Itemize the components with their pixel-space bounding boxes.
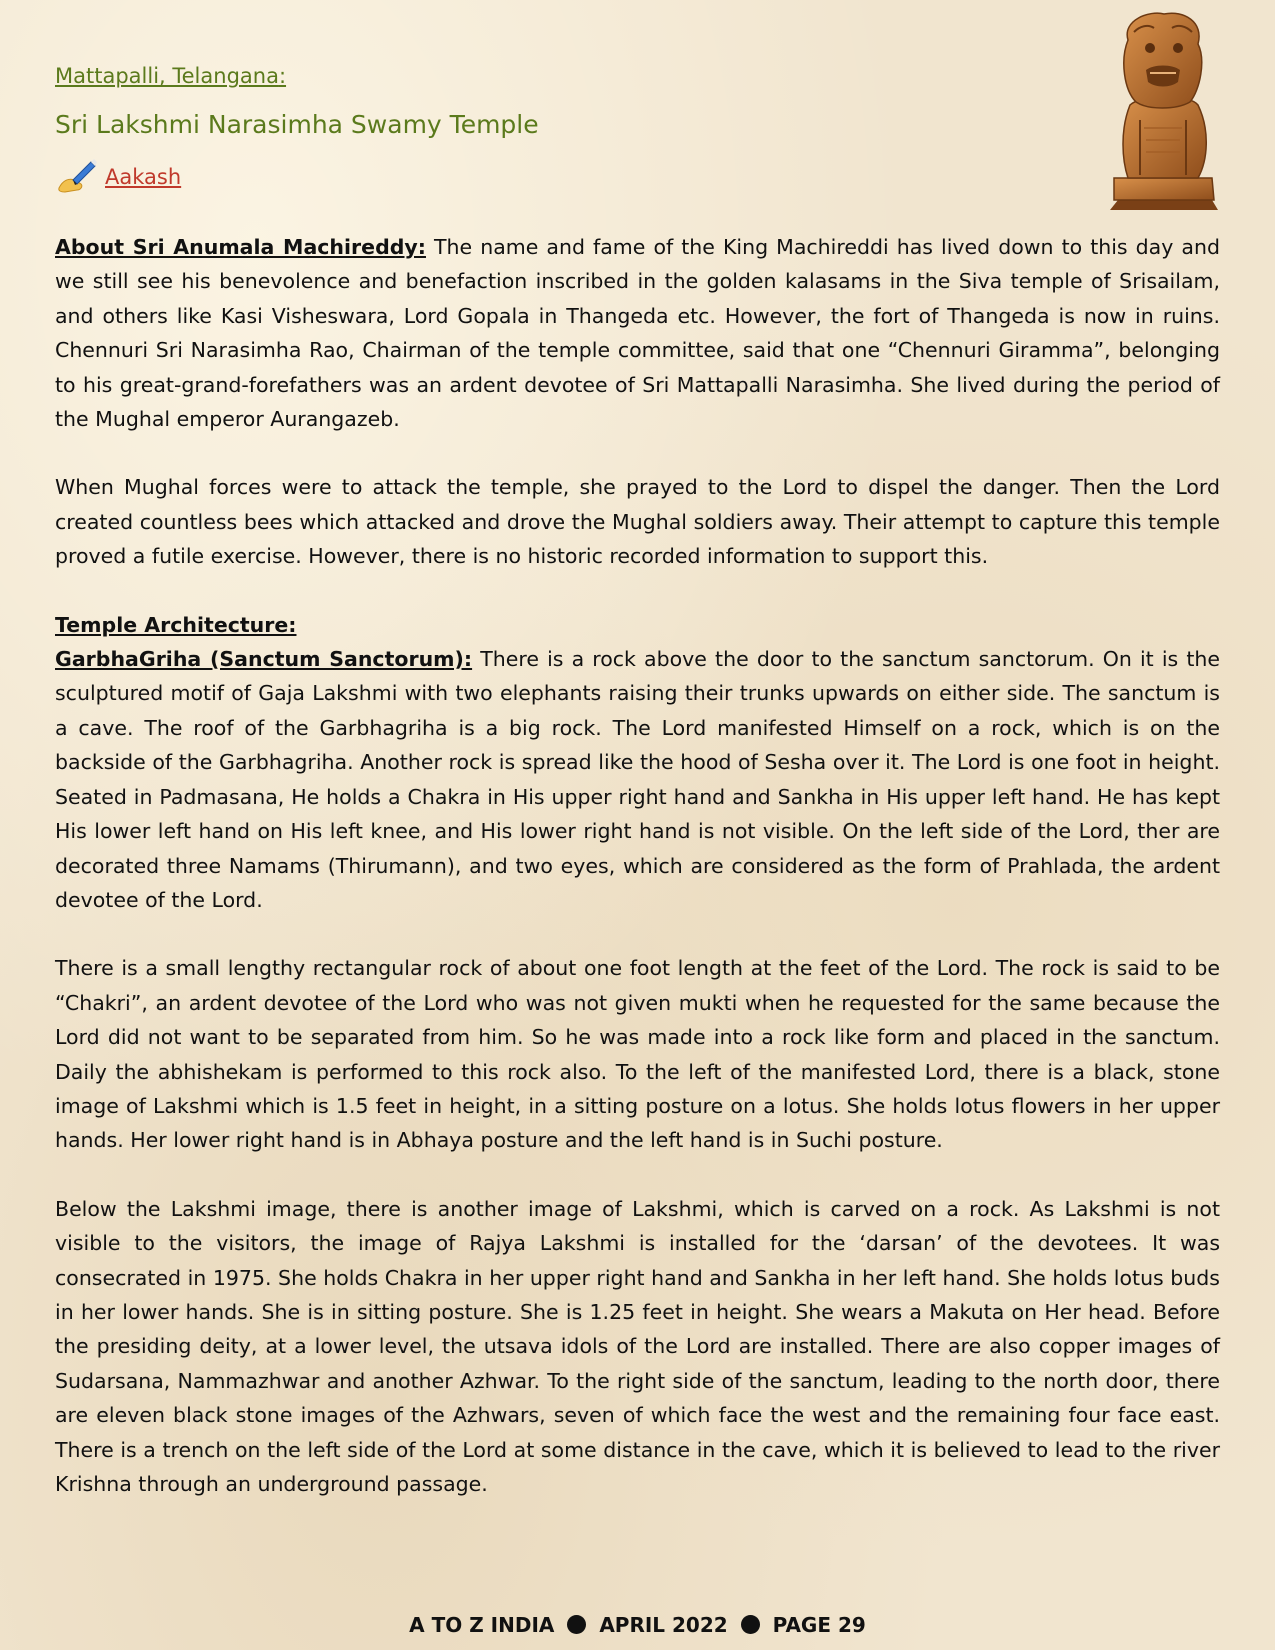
heading-garbhagriha: GarbhaGriha (Sanctum Sanctorum): xyxy=(55,647,473,672)
lion-statue-image xyxy=(1100,10,1225,215)
writing-hand-icon xyxy=(55,158,97,196)
paragraph-rajya-lakshmi: Below the Lakshmi image, there is another image of Lakshmi, which is carved on a rock. As Lakshmi is not visible to the visitors, the image of Rajya Lakshmi is installed for the ‘darsan’ of the devotees. It was consecrated in 1975. She holds Chakra in her upper right hand and Sankha in her left hand. She holds lotus buds in her lower hands. She is in sitting posture. She is 1.25 feet in height. She wears a Makuta on Her head. Before the presiding deity, at a lower level, the utsava idols of the Lord are installed. There are also copper images of Sudarsana, Nammazhwar and another Azhwar. To the right side of the sanctum, leading to the north door, there are eleven black stone images of the Azhwars, seven of which face the west and the remaining four face east. There is a trench on the left side of the Lord at some distance in the cave, which it is believed to lead to the river Krishna through an underground passage. xyxy=(55,1196,1220,1496)
bullet-dot-icon xyxy=(741,1615,760,1634)
article-body xyxy=(55,230,1220,1535)
author-link[interactable]: Aakash xyxy=(105,165,182,189)
issue-date: APRIL 2022 xyxy=(599,1613,728,1637)
bullet-dot-icon xyxy=(567,1615,586,1634)
article-title: Sri Lakshmi Narasimha Swamy Temple xyxy=(55,110,539,139)
page-number: PAGE 29 xyxy=(772,1613,866,1637)
heading-machireddy: About Sri Anumala Machireddy: xyxy=(55,235,426,259)
location-label[interactable]: Mattapalli, Telangana: xyxy=(55,64,287,88)
paragraph-machireddy: About Sri Anumala Machireddy: The name and fame of the King Machireddi has lived down to this day and we still see his benevolence and benefaction inscribed in the golden kalasams in the Siva temple of Srisailam, and others like Kasi Visheswara, Lord Gopala in Thangeda etc. However, the fort of Thangeda is now in ruins. Chennuri Sri Narasimha Rao, Chairman of the temple committee, said that one “Chennuri Giramma”, belonging to his great-grand-forefathers was an ardent devotee of Sri Mattapalli Narasimha. She lived during the period of the Mughal emperor Aurangazeb. xyxy=(55,235,1220,432)
section-heading-architecture: Temple Architecture: xyxy=(55,612,297,637)
author-byline xyxy=(55,158,181,196)
paragraph-mughal: When Mughal forces were to attack the temple, she prayed to the Lord to dispel the danger. Then the Lord created countless bees which attacked and drove the Mughal soldiers away. Their attempt to capture this temple proved a futile exercise. However, there is no historic recorded information to support this. xyxy=(55,475,1220,569)
page-footer xyxy=(0,1613,1275,1637)
magazine-name: A TO Z INDIA xyxy=(409,1613,555,1637)
paragraph-garbhagriha: GarbhaGriha (Sanctum Sanctorum): There is a rock above the door to the sanctum sanctorum. On it is the sculptured motif of Gaja Lakshmi with two elephants raising their trunks upwards on either side. The sanctum is a cave. The roof of the Garbhagriha is a big rock. The Lord manifested Himself on a rock, which is on the backside of the Garbhagriha. Another rock is spread like the hood of Sesha over it. The Lord is one foot in height. Seated in Padmasana, He holds a Chakra in His upper right hand and Sankha in His upper left hand. He has kept His lower left hand on His left knee, and His lower right hand is not visible. On the left side of the Lord, ther are decorated three Namams (Thirumann), and two eyes, which are considered as the form of Prahlada, the ardent devotee of the Lord. xyxy=(55,647,1220,912)
paragraph-chakri: There is a small lengthy rectangular rock of about one foot length at the feet of the Lord. The rock is said to be “Chakri”, an ardent devotee of the Lord who was not given mukti when he requested for the same because the Lord did not want to be separated from him. So he was made into a rock like form and placed in the sanctum. Daily the abhishekam is performed to this rock also. To the left of the manifested Lord, there is a black, stone image of Lakshmi which is 1.5 feet in height, in a sitting posture on a lotus. She holds lotus flowers in her upper hands. Her lower right hand is in Abhaya posture and the left hand is in Suchi posture. xyxy=(55,956,1220,1153)
